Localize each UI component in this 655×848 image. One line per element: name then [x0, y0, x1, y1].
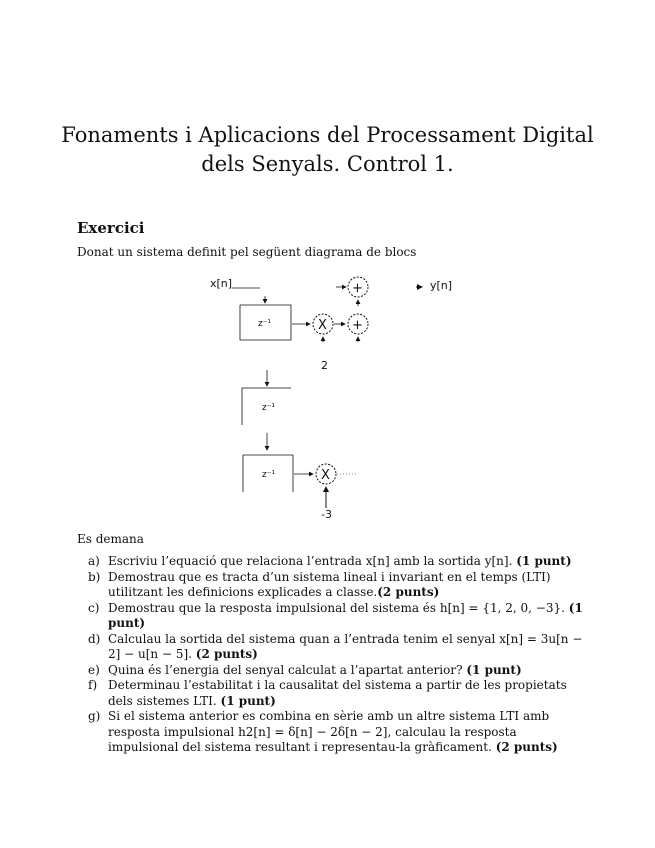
question-item: g) Si el sistema anterior es combina en sèrie amb un altre sistema LTI amb resposta impulsional h2[n] = δ[n] − 2δ[n − 2], calculau la resposta impulsional del sistema resultant i representau-la gràficament. (2 punts) [88, 709, 558, 754]
output-label: y[n] [430, 279, 453, 292]
intro-text: Donat un sistema definit pel següent diagrama de blocs [77, 245, 417, 259]
multiplier-1-symbol: X [318, 318, 327, 333]
page-title: Fonaments i Aplicacions del Processament Digital dels Senyals. Control 1. [61, 123, 594, 176]
question-item: f) Determinau l’estabilitat i la causalitat del sistema a partir de les propietats dels sistemes LTI. (1 punt) [88, 678, 567, 708]
input-label: x[n] [210, 277, 233, 290]
delay-2-label: z⁻¹ [262, 403, 276, 413]
gain-2-label: -3 [321, 508, 332, 521]
question-item: d) Calculau la sortida del sistema quan a l’entrada tenim el senyal x[n] = 3u[n − 2] − u[n − 5]. (2 punts) [88, 631, 583, 661]
delay-1-label: z⁻¹ [258, 319, 272, 329]
delay-3-label: z⁻¹ [262, 470, 276, 480]
adder-top-symbol: + [352, 281, 363, 296]
question-item: e) Quina és l’energia del senyal calculat a l’apartat anterior? (1 punt) [88, 662, 522, 677]
prompt-text: Es demana [77, 532, 144, 546]
question-list [88, 554, 588, 756]
multiplier-2-symbol: X [321, 468, 330, 483]
block-diagram [200, 270, 460, 525]
question-item: b) Demostrau que es tracta d’un sistema lineal i invariant en el temps (LTI) utilitzant les definicions explicades a classe.(2 punts) [88, 569, 551, 599]
section-title: Exercici [77, 219, 145, 237]
adder-middle-symbol: + [352, 318, 363, 333]
question-item: a) Escriviu l’equació que relaciona l’entrada x[n] amb la sortida y[n]. (1 punt) [88, 554, 572, 568]
question-item: c) Demostrau que la resposta impulsional del sistema és h[n] = {1, 2, 0, −3}. (1 punt) [88, 600, 583, 630]
gain-1-label: 2 [321, 359, 328, 372]
